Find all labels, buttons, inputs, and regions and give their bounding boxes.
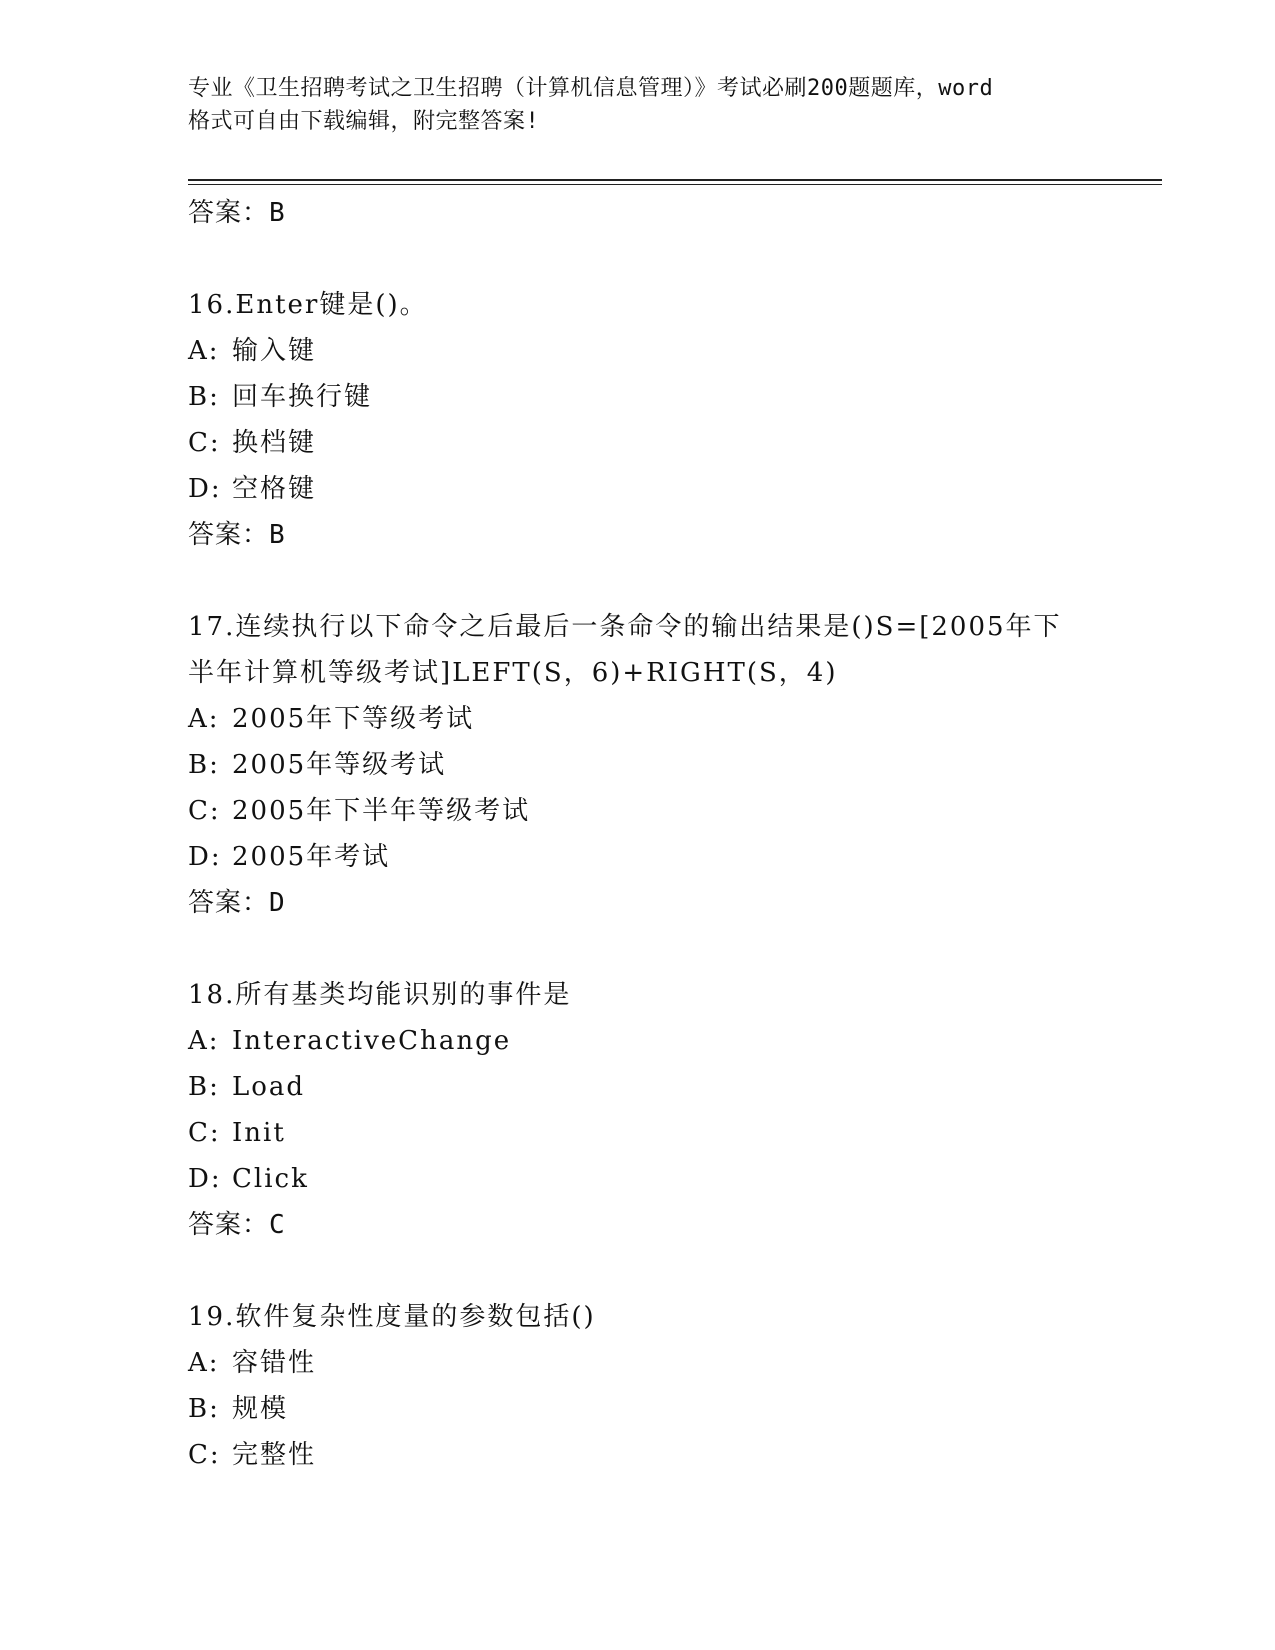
- option-text: Init: [232, 1118, 286, 1148]
- spacer: [188, 236, 1088, 282]
- option-text: Load: [232, 1072, 306, 1102]
- option-letter: C:: [188, 428, 221, 458]
- option-letter: A:: [188, 1026, 220, 1056]
- option-text: 2005年下半年等级考试: [232, 796, 531, 826]
- option-letter: B:: [188, 1072, 220, 1102]
- question-18: [188, 972, 1088, 1248]
- option-b: [188, 1064, 1088, 1110]
- option-a: [188, 1018, 1088, 1064]
- spacer: [188, 558, 1088, 604]
- answer-line: 答案：C: [188, 1210, 286, 1240]
- option-letter: B:: [188, 1394, 220, 1424]
- previous-answer: 答案：B: [188, 198, 286, 228]
- question-stem: 17.连续执行以下命令之后最后一条命令的输出结果是()S=[2005年下: [188, 612, 1062, 642]
- option-letter: C:: [188, 1118, 221, 1148]
- option-text: 规模: [232, 1394, 289, 1424]
- question-16: [188, 282, 1088, 558]
- option-letter: D:: [188, 474, 222, 504]
- option-text: InteractiveChange: [232, 1026, 512, 1056]
- option-letter: C:: [188, 1440, 221, 1470]
- header-line-1: 专业《卫生招聘考试之卫生招聘（计算机信息管理）》考试必刷200题题库，word: [188, 76, 994, 101]
- option-letter: D:: [188, 842, 222, 872]
- question-list: [188, 190, 1088, 1478]
- option-text: 回车换行键: [232, 382, 373, 412]
- header-line-2: 格式可自由下载编辑，附完整答案!: [188, 109, 540, 134]
- option-text: 空格键: [232, 474, 317, 504]
- option-c: [188, 1110, 1088, 1156]
- option-text: 换档键: [232, 428, 317, 458]
- spacer: [188, 926, 1088, 972]
- option-text: 完整性: [232, 1440, 317, 1470]
- option-letter: B:: [188, 382, 220, 412]
- option-text: 输入键: [232, 336, 317, 366]
- answer-line: 答案：B: [188, 520, 286, 550]
- answer-line: 答案：D: [188, 888, 286, 918]
- option-c: [188, 788, 1088, 834]
- option-d: [188, 1156, 1088, 1202]
- question-19: [188, 1294, 1088, 1478]
- option-letter: A:: [188, 336, 220, 366]
- option-text: 2005年等级考试: [232, 750, 447, 780]
- question-stem: 16.Enter键是()。: [188, 290, 428, 320]
- spacer: [188, 1248, 1088, 1294]
- header-rule-thin: [188, 184, 1162, 185]
- option-a: [188, 696, 1088, 742]
- option-d: [188, 834, 1088, 880]
- option-d: [188, 466, 1088, 512]
- option-b: [188, 374, 1088, 420]
- option-b: [188, 742, 1088, 788]
- option-a: [188, 1340, 1088, 1386]
- option-letter: D:: [188, 1164, 222, 1194]
- question-stem: 18.所有基类均能识别的事件是: [188, 980, 572, 1010]
- option-c: [188, 1432, 1088, 1478]
- option-letter: C:: [188, 796, 221, 826]
- option-c: [188, 420, 1088, 466]
- document-header: [188, 72, 1088, 138]
- option-text: 2005年下等级考试: [232, 704, 475, 734]
- option-text: 容错性: [232, 1348, 317, 1378]
- option-b: [188, 1386, 1088, 1432]
- option-a: [188, 328, 1088, 374]
- option-letter: A:: [188, 1348, 220, 1378]
- header-rule-thick: [188, 179, 1162, 181]
- question-stem-continued: 半年计算机等级考试]LEFT(S，6)+RIGHT(S，4): [188, 658, 838, 688]
- question-17: [188, 604, 1088, 926]
- option-text: 2005年考试: [232, 842, 391, 872]
- option-letter: B:: [188, 750, 220, 780]
- option-letter: A:: [188, 704, 220, 734]
- question-stem: 19.软件复杂性度量的参数包括(): [188, 1302, 596, 1332]
- option-text: Click: [232, 1164, 309, 1194]
